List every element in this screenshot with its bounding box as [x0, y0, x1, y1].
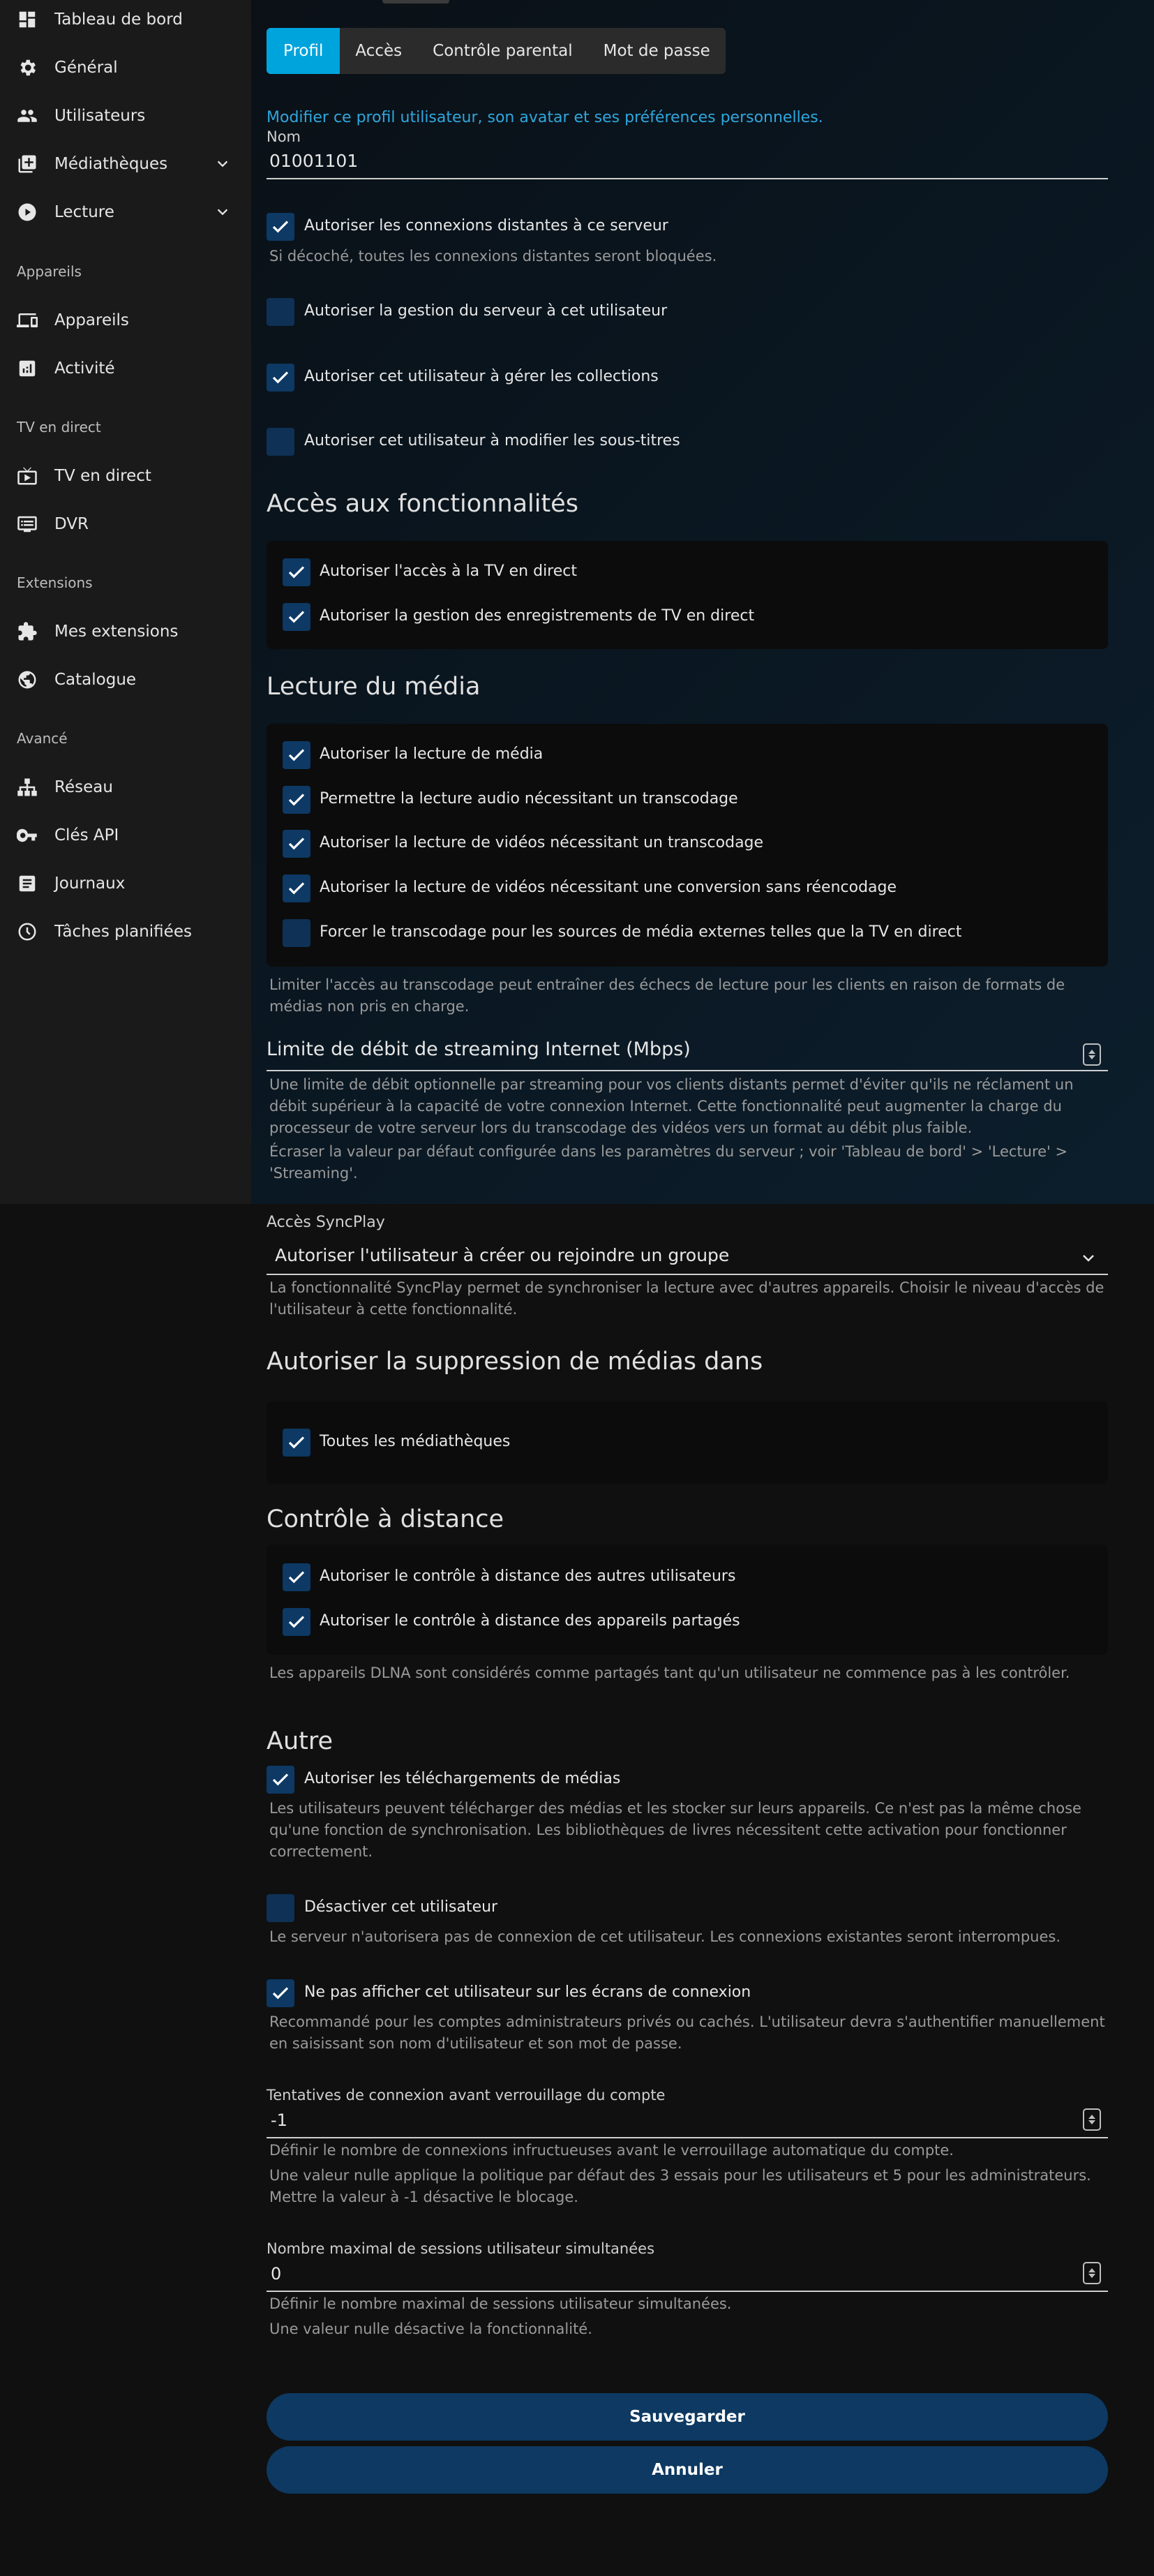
chevron-down-icon[interactable]	[1080, 1250, 1097, 1270]
other-heading: Autre	[267, 1727, 334, 1755]
disable-user-checkbox[interactable]	[267, 1894, 294, 1922]
syncplay-select-underline	[267, 1274, 1108, 1275]
delete-all-libraries-label: Toutes les médiathèques	[320, 1433, 511, 1450]
lockout-help: Définir le nombre de connexions infructueuses avant le verrouillage automatique du compte.	[269, 2142, 954, 2159]
lockout-help-details: Une valeur nulle applique la politique par défaut des 3 essais pour les utilisateurs et 5 pour les administrateurs. Mettre la valeur à -1 désactive le blocage.	[269, 2167, 1091, 2205]
public-icon	[15, 668, 39, 692]
remote-others-checkbox[interactable]	[283, 1563, 310, 1591]
video-transcode-checkbox[interactable]	[283, 830, 310, 858]
tab-access[interactable]: Accès	[355, 42, 403, 60]
article-icon	[15, 872, 39, 895]
sidebar-item-label: Réseau	[54, 778, 113, 796]
sessions-input-underline	[267, 2291, 1108, 2292]
sidebar-item-my-extensions[interactable]	[0, 611, 251, 653]
features-panel	[267, 541, 1108, 649]
sidebar-item-label: Activité	[54, 359, 115, 378]
tab-password[interactable]: Mot de passe	[603, 42, 710, 60]
chevron-down-icon[interactable]	[215, 156, 230, 172]
collections-checkbox[interactable]	[267, 364, 294, 392]
tab-parental-control[interactable]: Contrôle parental	[433, 42, 573, 60]
sidebar-item-devices[interactable]	[0, 299, 251, 341]
tab-profile[interactable]: Profil	[267, 28, 340, 74]
video-transcode-label: Autoriser la lecture de vidéos nécessitant un transcodage	[320, 834, 764, 851]
dvr-icon	[15, 512, 39, 536]
sidebar-item-label: Appareils	[54, 311, 129, 329]
extension-icon	[15, 620, 39, 643]
livetv-label: Autoriser l'accès à la TV en direct	[320, 563, 578, 580]
disable-user-help: Le serveur n'autorisera pas de connexion de cet utilisateur. Les connexions existantes seront interrompues.	[269, 1928, 1061, 1945]
header-stub	[382, 0, 449, 3]
sidebar	[0, 0, 251, 1204]
name-input-underline	[267, 178, 1108, 179]
features-heading: Accès aux fonctionnalités	[267, 490, 578, 518]
lockout-input-underline	[267, 2137, 1108, 2138]
audio-transcode-checkbox[interactable]	[283, 786, 310, 814]
bitrate-help: Une limite de débit optionnelle par streaming pour vos clients distants permet d'éviter qu'ils ne réclament un débit supérieur à la capacité de votre connexion Internet. Cette fonctionnalité peut augmenter la charge du processeur de votre serveur lors du transcodage des vidéos vers un format au débit plus faible.	[269, 1076, 1074, 1136]
sidebar-section-advanced: Avancé	[17, 730, 68, 747]
sidebar-item-label: Tableau de bord	[54, 10, 183, 29]
livetv-checkbox[interactable]	[283, 558, 310, 586]
sidebar-item-label: Utilisateurs	[54, 107, 146, 125]
bitrate-input-label[interactable]: Limite de débit de streaming Internet (Mbps)	[267, 1038, 691, 1060]
remote-panel	[267, 1544, 1108, 1655]
sidebar-item-api-keys[interactable]	[0, 814, 251, 856]
remote-shared-label: Autoriser le contrôle à distance des appareils partagés	[320, 1612, 740, 1630]
sidebar-item-label: Catalogue	[54, 671, 137, 689]
deletion-heading: Autoriser la suppression de médias dans	[267, 1348, 763, 1376]
remux-label: Autoriser la lecture de vidéos nécessitant une conversion sans réencodage	[320, 879, 897, 896]
devices-icon	[15, 308, 39, 332]
subtitles-label: Autoriser cet utilisateur à modifier les sous-titres	[304, 432, 680, 449]
syncplay-label: Accès SyncPlay	[267, 1214, 385, 1231]
lockout-spinner[interactable]	[1083, 2108, 1101, 2131]
key-icon	[15, 824, 39, 847]
recordings-label: Autoriser la gestion des enregistrements de TV en direct	[320, 607, 755, 625]
sessions-spinner[interactable]	[1083, 2262, 1101, 2284]
sidebar-item-users[interactable]	[0, 95, 251, 137]
sidebar-item-label: Lecture	[54, 203, 114, 221]
downloads-checkbox[interactable]	[267, 1766, 294, 1794]
lockout-label: Tentatives de connexion avant verrouillage du compte	[267, 2087, 666, 2104]
remote-others-label: Autoriser le contrôle à distance des autres utilisateurs	[320, 1568, 736, 1585]
hide-user-help: Recommandé pour les comptes administrateurs privés ou cachés. L'utilisateur devra s'authentifier manuellement en saisissant son nom d'utilisateur et son mot de passe.	[269, 2013, 1105, 2052]
sidebar-item-label: Journaux	[54, 874, 126, 893]
sessions-help-details: Une valeur nulle désactive la fonctionnalité.	[269, 2321, 592, 2337]
bitrate-input-underline	[267, 1070, 1108, 1071]
sidebar-item-label: Clés API	[54, 826, 119, 844]
remote-shared-checkbox[interactable]	[283, 1608, 310, 1636]
sidebar-item-label: Général	[54, 59, 118, 77]
analytics-icon	[15, 357, 39, 380]
force-transcode-label: Forcer le transcodage pour les sources de média externes telles que la TV en direct	[320, 923, 962, 941]
sidebar-item-label: Mes extensions	[54, 623, 179, 641]
downloads-label: Autoriser les téléchargements de médias	[304, 1770, 621, 1787]
syncplay-help: La fonctionnalité SyncPlay permet de synchroniser la lecture avec d'autres appareils. Choisir le niveau d'accès de l'utilisateur à cette fonctionnalité.	[269, 1279, 1104, 1318]
syncplay-select[interactable]: Autoriser l'utilisateur à créer ou rejoindre un groupe	[275, 1245, 730, 1265]
subtitles-checkbox[interactable]	[267, 428, 294, 456]
media-playback-label: Autoriser la lecture de média	[320, 745, 544, 763]
play-circle-icon	[15, 200, 39, 224]
remux-checkbox[interactable]	[283, 874, 310, 902]
playback-heading: Lecture du média	[267, 673, 481, 701]
gear-icon	[15, 56, 39, 80]
people-icon	[15, 104, 39, 128]
sidebar-item-general[interactable]	[0, 47, 251, 89]
sidebar-item-dvr[interactable]	[0, 503, 251, 545]
remote-connections-checkbox[interactable]	[267, 213, 294, 241]
live-tv-icon	[15, 464, 39, 488]
sidebar-section-extensions: Extensions	[17, 574, 93, 591]
sidebar-item-dashboard[interactable]	[0, 0, 251, 40]
profile-intro: Modifier ce profil utilisateur, son avatar et ses préférences personnelles.	[267, 109, 823, 126]
sidebar-item-network[interactable]	[0, 766, 251, 808]
server-admin-checkbox[interactable]	[267, 298, 294, 326]
sidebar-item-scheduled-tasks[interactable]	[0, 911, 251, 953]
sidebar-item-libraries[interactable]	[0, 143, 251, 185]
schedule-icon	[15, 920, 39, 944]
disable-user-label: Désactiver cet utilisateur	[304, 1898, 498, 1916]
name-label: Nom	[267, 128, 301, 145]
remote-help: Les appareils DLNA sont considérés comme partagés tant qu'un utilisateur ne commence pas à les contrôler.	[269, 1665, 1070, 1681]
sidebar-item-label: TV en direct	[54, 467, 151, 485]
tab-bar	[267, 28, 726, 74]
remote-heading: Contrôle à distance	[267, 1505, 504, 1533]
sidebar-item-playback[interactable]	[0, 191, 251, 233]
sidebar-item-label: Tâches planifiées	[54, 923, 192, 941]
dashboard-icon	[15, 8, 39, 31]
bitrate-help-override: Écraser la valeur par défaut configurée dans les paramètres du serveur ; voir 'Tableau de bord' > 'Lecture' > 'Streaming'.	[269, 1143, 1068, 1182]
delete-all-libraries-checkbox[interactable]	[283, 1429, 310, 1457]
hide-user-checkbox[interactable]	[267, 1979, 294, 2007]
audio-transcode-label: Permettre la lecture audio nécessitant un transcodage	[320, 790, 738, 807]
server-admin-label: Autoriser la gestion du serveur à cet utilisateur	[304, 302, 668, 320]
sessions-help: Définir le nombre maximal de sessions utilisateur simultanées.	[269, 2295, 732, 2312]
chevron-down-icon[interactable]	[215, 204, 230, 220]
sidebar-item-label: Médiathèques	[54, 155, 168, 173]
sidebar-item-logs[interactable]	[0, 863, 251, 904]
lockout-input[interactable]: -1	[271, 2110, 287, 2130]
sidebar-item-activity[interactable]	[0, 348, 251, 389]
hide-user-label: Ne pas afficher cet utilisateur sur les écrans de connexion	[304, 1983, 751, 2001]
network-icon	[15, 775, 39, 799]
media-playback-checkbox[interactable]	[283, 741, 310, 769]
sessions-input[interactable]: 0	[271, 2264, 282, 2284]
force-transcode-checkbox[interactable]	[283, 919, 310, 947]
sidebar-item-catalog[interactable]	[0, 659, 251, 701]
sidebar-section-livetv: TV en direct	[17, 419, 101, 435]
sidebar-section-devices: Appareils	[17, 263, 82, 280]
sidebar-item-label: DVR	[54, 515, 89, 533]
remote-connections-help: Si décoché, toutes les connexions distantes seront bloquées.	[269, 248, 717, 265]
cancel-button[interactable]: Annuler	[267, 2446, 1108, 2494]
name-input[interactable]: 01001101	[269, 151, 359, 171]
collections-label: Autoriser cet utilisateur à gérer les collections	[304, 368, 659, 385]
sessions-label: Nombre maximal de sessions utilisateur simultanées	[267, 2240, 655, 2257]
sidebar-item-livetv[interactable]	[0, 455, 251, 497]
recordings-checkbox[interactable]	[283, 603, 310, 631]
transcode-help: Limiter l'accès au transcodage peut entraîner des échecs de lecture pour les clients en raison de formats de médias non pris en charge.	[269, 976, 1065, 1015]
save-button[interactable]: Sauvegarder	[267, 2393, 1108, 2441]
downloads-help: Les utilisateurs peuvent télécharger des médias et les stocker sur leurs appareils. Ce n'est pas la même chose qu'une fonction de synchronisation. Les bibliothèques de livres nécessitent cette activation pour fonctionner correctement.	[269, 1800, 1081, 1860]
library-add-icon	[15, 152, 39, 176]
remote-connections-label: Autoriser les connexions distantes à ce serveur	[304, 217, 668, 234]
bitrate-spinner[interactable]	[1083, 1043, 1101, 1066]
